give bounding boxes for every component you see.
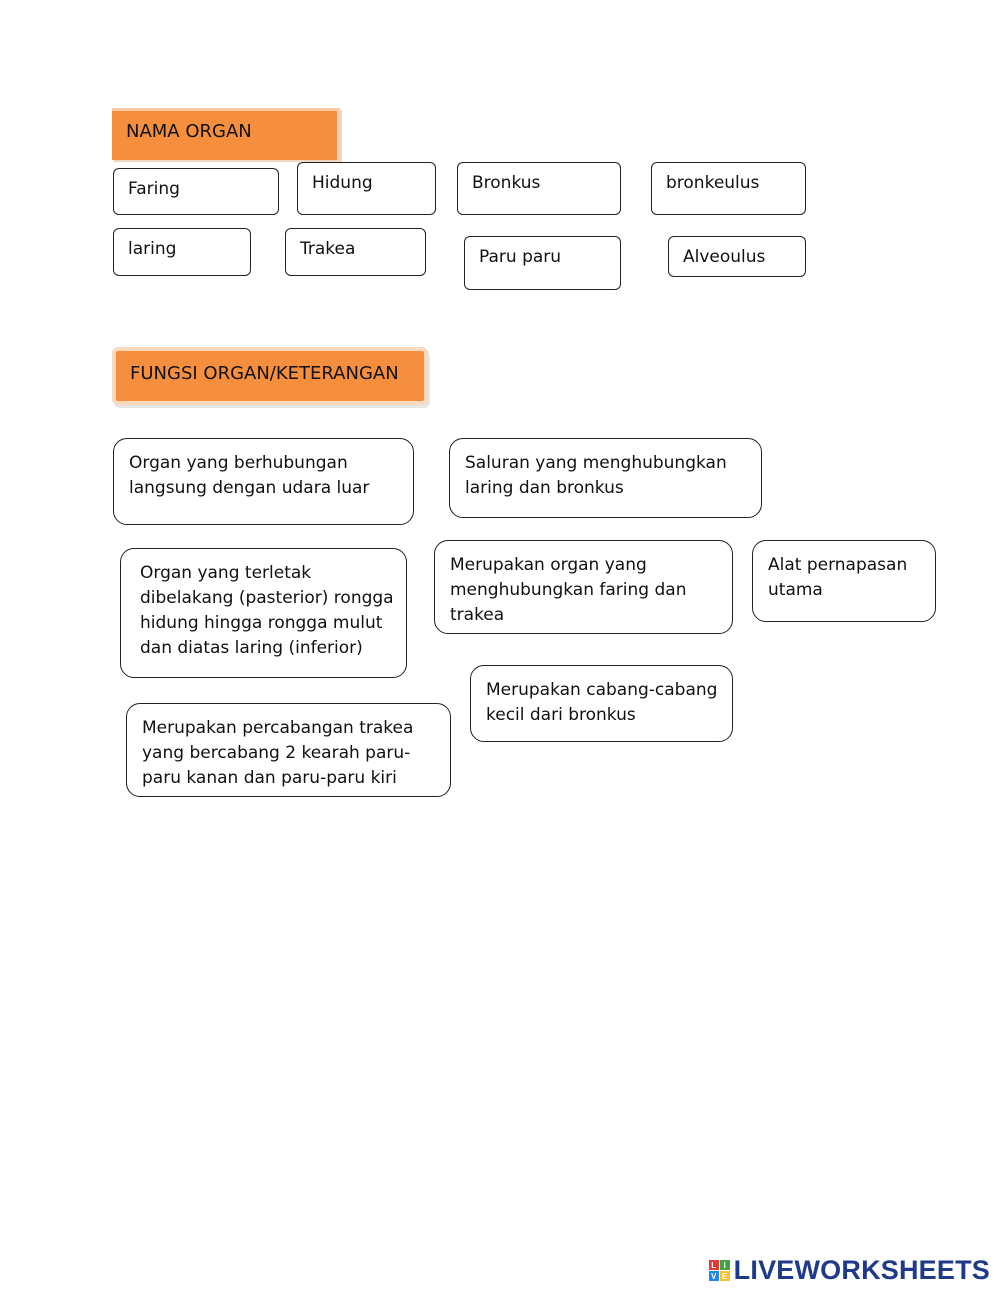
function-card-faring-trakea[interactable]: Merupakan organ yang menghubungkan faring dan trakea <box>434 540 733 634</box>
function-card-saluran[interactable]: Saluran yang menghubungkan laring dan bronkus <box>449 438 762 518</box>
organ-card-alveoulus[interactable]: Alveoulus <box>668 236 806 277</box>
function-card-percabangan[interactable]: Merupakan percabangan trakea yang bercabang 2 kearah paru-paru kanan dan paru-paru kiri <box>126 703 451 797</box>
logo-letter-l: L <box>709 1260 719 1270</box>
logo-letter-e: E <box>720 1271 730 1281</box>
organ-card-laring[interactable]: laring <box>113 228 251 276</box>
organ-card-paru-paru[interactable]: Paru paru <box>464 236 621 290</box>
logo-letter-i: I <box>720 1260 730 1270</box>
function-card-alat-pernapasan[interactable]: Alat pernapasan utama <box>752 540 936 622</box>
liveworksheets-logo <box>709 1255 990 1286</box>
organ-card-bronkus[interactable]: Bronkus <box>457 162 621 215</box>
function-card-pasterior[interactable]: Organ yang terletak dibelakang (pasterior) rongga hidung hingga rongga mulut dan diatas laring (inferior) <box>120 548 407 678</box>
brand-wordmark: LIVEWORKSHEETS <box>733 1255 990 1285</box>
organ-card-bronkeulus[interactable]: bronkeulus <box>651 162 806 215</box>
logo-grid-icon <box>709 1260 730 1281</box>
organ-card-hidung[interactable]: Hidung <box>297 162 436 215</box>
function-header: FUNGSI ORGAN/KETERANGAN <box>112 347 428 405</box>
organ-card-faring[interactable]: Faring <box>113 168 279 215</box>
function-card-udara-luar[interactable]: Organ yang berhubungan langsung dengan udara luar <box>113 438 414 525</box>
organ-card-trakea[interactable]: Trakea <box>285 228 426 276</box>
logo-letter-v: V <box>709 1271 719 1281</box>
organ-names-header: NAMA ORGAN <box>112 108 340 160</box>
function-card-cabang-kecil[interactable]: Merupakan cabang-cabang kecil dari bronkus <box>470 665 733 742</box>
